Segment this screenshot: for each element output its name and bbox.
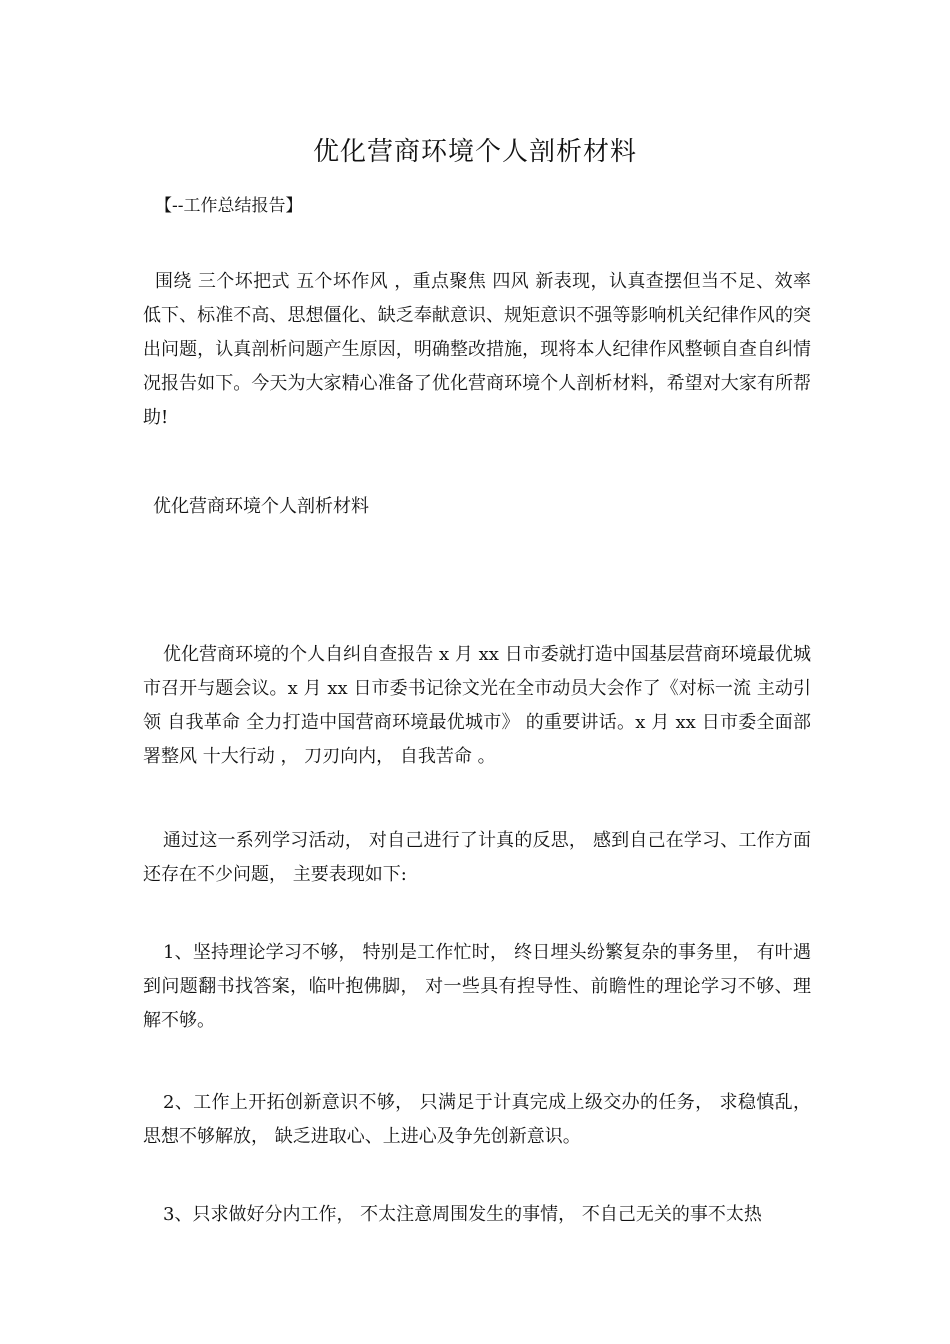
intro-paragraph: 围绕 三个坏把式 五个坏作风 ，重点聚焦 四风 新表现，认真查摆但当不足、效率低下、标准不高、思想僵化、缺乏奉献意识、规矩意识不强等影响机关纪律作风的突出问题，认真剖析问题产生原因，明确整改措施，现将本人纪律作风整顿自查自纠情况报告如下。今天为大家精心准备了优化营商环境个人剖析材料，希望对大家有所帮助! <box>143 271 811 428</box>
document-title: 优化营商环境个人剖析材料 <box>312 137 637 167</box>
body-paragraph: 通过这一系列学习活动， 对自己进行了计真的反思， 感到自己在学习、工作方面还存在不少问题， 主要表现如下: <box>143 830 811 885</box>
section-heading: 优化营商环境个人剖析材料 <box>153 496 369 517</box>
list-item-3: 3、只求做好分内工作， 不太注意周围发生的事情， 不自己无关的事不太热 <box>163 1204 762 1225</box>
list-item-2: 2、工作上开拓创新意识不够， 只满足于计真完成上级交办的任务， 求稳慎乱， 思想不够解放， 缺乏进取心、上进心及争先创新意识。 <box>143 1092 811 1147</box>
document-subtitle: 【--工作总结报告】 <box>155 196 303 216</box>
body-paragraph: 优化营商环境的个人自纠自查报告 x 月 xx 日市委就打造中国基层营商环境最优城市召开与题会议。x 月 xx 日市委书记徐文光在全市动员大会作了《对标一流 主动引领 自我革命 全力打造中国营商环境最优城市》 的重要讲话。x 月 xx 日市委全面部署整风 十大行动 ， 刀刃向内， 自我苦命 。 <box>143 644 811 767</box>
list-item-1: 1、坚持理论学习不够， 特别是工作忙时， 终日埋头纷繁复杂的事务里， 有叶遇到问题翻书找答案，临叶抱佛脚， 对一些具有揑导性、前瞻性的理论学习不够、理解不够。 <box>143 942 811 1031</box>
